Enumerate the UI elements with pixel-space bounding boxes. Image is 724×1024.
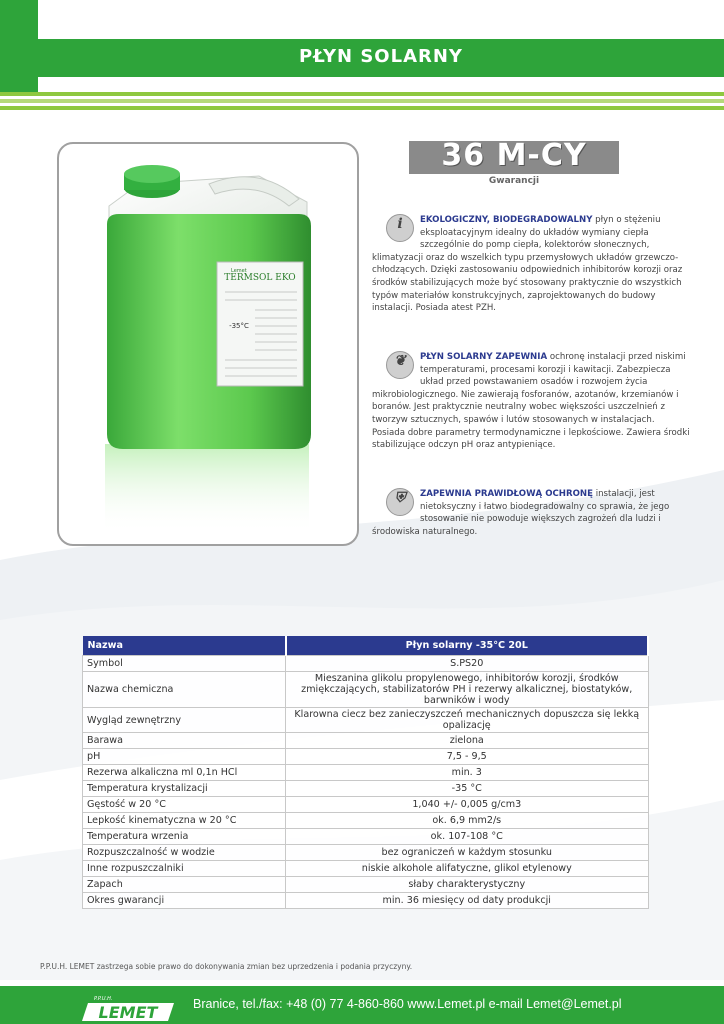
paragraph-safety — [372, 488, 690, 538]
paragraph-lead: EKOLOGICZNY, BIODEGRADOWALNY — [420, 215, 593, 225]
table-cell-value: ok. 6,9 mm2/s — [286, 813, 649, 829]
table-cell-value: zielona — [286, 733, 649, 749]
table-row — [83, 765, 649, 781]
table-row — [83, 797, 649, 813]
table-header-product: Płyn solarny -35°C 20L — [286, 636, 649, 656]
table-row — [83, 656, 649, 672]
table-row — [83, 893, 649, 909]
header-left-bar — [0, 0, 38, 92]
info-icon: i — [386, 214, 414, 242]
table-row — [83, 877, 649, 893]
table-row — [83, 829, 649, 845]
table-row — [83, 861, 649, 877]
table-cell-property: Lepkość kinematyczna w 20 °C — [83, 813, 286, 829]
paragraph-ecological — [372, 214, 690, 315]
table-row — [83, 708, 649, 733]
table-cell-value: ok. 107-108 °C — [286, 829, 649, 845]
table-cell-value: słaby charakterystyczny — [286, 877, 649, 893]
svg-text:Lemet: Lemet — [231, 268, 247, 274]
svg-text:TERMSOL EKO: TERMSOL EKO — [224, 273, 296, 283]
table-cell-property: Barawa — [83, 733, 286, 749]
leaf-icon: ❦ — [386, 351, 414, 379]
footer-contact: Branice, tel./fax: +48 (0) 77 4-860-860 www.Lemet.pl e-mail Lemet@Lemet.pl — [193, 997, 622, 1011]
paragraph-text: płyn o stężeniu eksploatacyjnym idealny do układów wymiany ciepła szczególnie do pomp ciepła, kolektorów słonecznych, klimatyzacji oraz do wszelkich typu przemysłowych układów grzewczo-chłodzących. Dzięki zastosowaniu odpowiednich inhibitorów korozji oraz środków stabilizujących może być stosowany praktycznie do wszystkich typów materiałów konstrukcyjnych, zaprojektowanych do budowy instalacji. Posiada atest PZH. — [372, 215, 683, 314]
product-image — [57, 142, 359, 546]
table-cell-property: Okres gwarancji — [83, 893, 286, 909]
table-cell-value: S.PS20 — [286, 656, 649, 672]
table-row — [83, 749, 649, 765]
header-banner — [38, 39, 724, 77]
table-row — [83, 672, 649, 708]
lemet-logo — [82, 993, 176, 1023]
table-cell-value: bez ograniczeń w każdym stosunku — [286, 845, 649, 861]
paragraph-text: instalacji, jest nietoksyczny i łatwo biodegradowalny co sprawia, że jego stosowanie nie powoduje większych zagrożeń dla ludzi i środowiska naturalnego. — [372, 489, 670, 537]
spec-table — [82, 636, 649, 909]
disclaimer-note: P.P.U.H. LEMET zastrzega sobie prawo do dokonywania zmian bez uprzedzenia i podania przyczyny. — [40, 962, 413, 971]
table-cell-property: pH — [83, 749, 286, 765]
table-body — [83, 656, 649, 909]
product-code-badge — [409, 138, 619, 174]
table-cell-property: Inne rozpuszczalniki — [83, 861, 286, 877]
paragraph-text: ochronę instalacji przed niskimi temperaturami, procesami korozji i kawitacji. Zabezpiecza układ przed powstawaniem osadów i rozwojem życia mikrobiologicznego. Nie zawierają fosforanów, azotanów, krzemianów i boranów. Jest praktycznie neutralny wobec większości uszczelnień z tworzyw sztucznych, spawów i lutów stosowanych w instalacjach. Posiada dobre parametry termodynamiczne i lepkościowe. Zawiera środki stabilizujące odczyn pH oraz antypieniące. — [372, 352, 690, 451]
table-cell-property: Rezerwa alkaliczna ml 0,1n HCl — [83, 765, 286, 781]
table-cell-value: niskie alkohole alifatyczne, glikol etylenowy — [286, 861, 649, 877]
table-header-name: Nazwa — [83, 636, 286, 656]
table-row — [83, 781, 649, 797]
table-row — [83, 733, 649, 749]
header-stripes — [0, 92, 724, 113]
table-cell-property: Zapach — [83, 877, 286, 893]
table-row — [83, 813, 649, 829]
table-cell-property: Temperatura wrzenia — [83, 829, 286, 845]
table-cell-value: 1,040 +/- 0,005 g/cm3 — [286, 797, 649, 813]
canister-illustration — [59, 144, 357, 544]
svg-text:LEMET: LEMET — [98, 1003, 158, 1022]
table-cell-property: Nazwa chemiczna — [83, 672, 286, 708]
shield-icon: ⛨ — [386, 488, 414, 516]
table-cell-property: Gęstość w 20 °C — [83, 797, 286, 813]
page-title: PŁYN SOLARNY — [299, 46, 463, 67]
product-code: 36 M-CY — [441, 138, 587, 173]
svg-text:-35°C: -35°C — [229, 322, 249, 330]
table-cell-property: Symbol — [83, 656, 286, 672]
table-cell-property: Temperatura krystalizacji — [83, 781, 286, 797]
svg-text:P.P.U.H.: P.P.U.H. — [94, 996, 113, 1002]
table-cell-property: Wygląd zewnętrzny — [83, 708, 286, 733]
table-cell-value: Mieszanina glikolu propylenowego, inhibitorów korozji, środków zmiękczających, stabilizatorów PH i rezerwy alkalicznej, biostatyków, barwników i wody — [286, 672, 649, 708]
paragraph-lead: PŁYN SOLARNY ZAPEWNIA — [420, 352, 548, 362]
table-header-row — [83, 636, 649, 656]
table-cell-value: -35 °C — [286, 781, 649, 797]
table-cell-value: min. 3 — [286, 765, 649, 781]
table-row — [83, 845, 649, 861]
product-subtitle: Gwarancji — [488, 176, 540, 186]
table-cell-value: min. 36 miesięcy od daty produkcji — [286, 893, 649, 909]
paragraph-protection — [372, 351, 690, 452]
table-cell-property: Rozpuszczalność w wodzie — [83, 845, 286, 861]
paragraph-lead: ZAPEWNIA PRAWIDŁOWĄ OCHRONĘ — [420, 489, 593, 499]
table-cell-value: 7,5 - 9,5 — [286, 749, 649, 765]
table-cell-value: Klarowna ciecz bez zanieczyszczeń mechanicznych dopuszcza się lekką opalizację — [286, 708, 649, 733]
